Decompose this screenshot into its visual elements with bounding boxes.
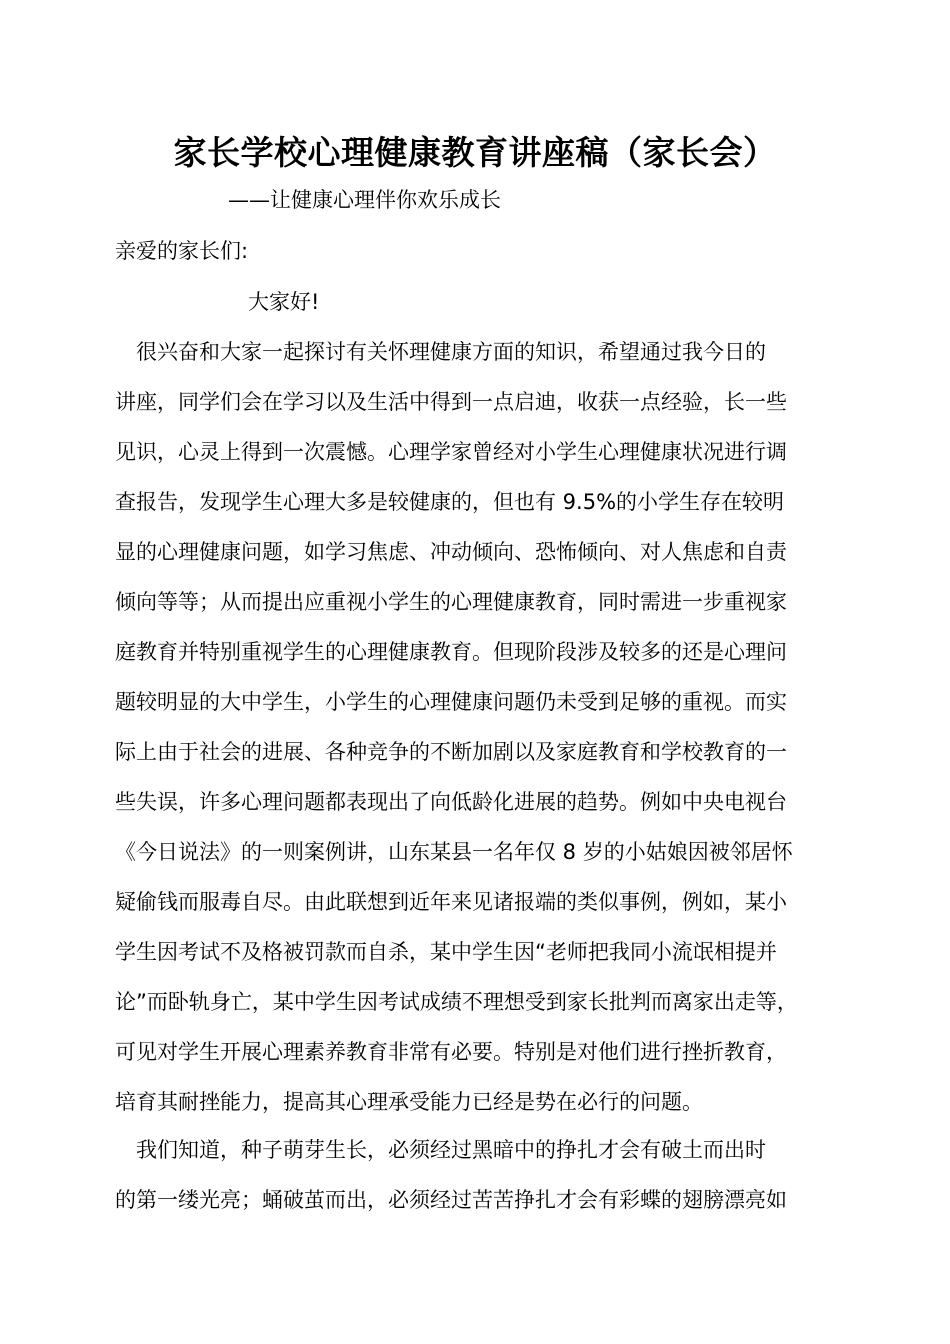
paragraph-line: 讲座，同学们会在学习以及生活中得到一点启迪，收获一点经验，长一些 xyxy=(115,390,787,414)
paragraph-line: 可见对学生开展心理素养教育非常有必要。特别是对他们进行挫折教育， xyxy=(115,1040,787,1064)
document-subtitle: ——让健康心理伴你欢乐成长 xyxy=(228,188,501,212)
body-paragraph-1 xyxy=(115,327,835,1127)
body-paragraph-2 xyxy=(115,1125,835,1225)
paragraph-line: 论”而卧轨身亡，某中学生因考试成绩不理想受到家长批判而离家出走等， xyxy=(115,990,798,1014)
salutation: 亲爱的家长们: xyxy=(115,239,249,263)
document-title: 家长学校心理健康教育讲座稿（家长会） xyxy=(173,133,777,172)
paragraph-line: 学生因考试不及格被罚款而自杀，某中学生因“老师把我同小流氓相提并 xyxy=(115,940,777,964)
paragraph-line: 些失误，许多心理问题都表现出了向低龄化进展的趋势。例如中央电视台 xyxy=(115,790,787,814)
paragraph-line: 的第一缕光亮；蛹破茧而出，必须经过苦苦挣扎才会有彩蝶的翅膀漂亮如 xyxy=(115,1188,787,1212)
paragraph-line: 《今日说法》的一则案例讲，山东某县一名年仅 8 岁的小姑娘因被邻居怀 xyxy=(115,840,793,864)
paragraph-line: 倾向等等；从而提出应重视小学生的心理健康教育，同时需进一步重视家 xyxy=(115,590,787,614)
paragraph-line: 培育其耐挫能力，提高其心理承受能力已经是势在必行的问题。 xyxy=(115,1090,703,1114)
paragraph-line: 庭教育并特别重视学生的心理健康教育。但现阶段涉及较多的还是心理问 xyxy=(115,640,787,664)
paragraph-line: 显的心理健康问题，如学习焦虑、冲动倾向、恐怖倾向、对人焦虑和自责 xyxy=(115,540,787,564)
greeting: 大家好! xyxy=(248,290,320,314)
paragraph-line: 题较明显的大中学生，小学生的心理健康问题仍未受到足够的重视。而实 xyxy=(115,690,787,714)
paragraph-line: 查报告，发现学生心理大多是较健康的，但也有 9.5%的小学生存在较明 xyxy=(115,490,785,514)
paragraph-line: 我们知道，种子萌芽生长，必须经过黑暗中的挣扎才会有破土而出时 xyxy=(115,1138,766,1162)
paragraph-line: 疑偷钱而服毒自尽。由此联想到近年来见诸报端的类似事例，例如，某小 xyxy=(115,890,787,914)
paragraph-line: 很兴奋和大家一起探讨有关怀理健康方面的知识，希望通过我今日的 xyxy=(115,340,766,364)
paragraph-line: 际上由于社会的进展、各种竞争的不断加剧以及家庭教育和学校教育的一 xyxy=(115,740,787,764)
paragraph-line: 见识，心灵上得到一次震憾。心理学家曾经对小学生心理健康状况进行调 xyxy=(115,440,787,464)
